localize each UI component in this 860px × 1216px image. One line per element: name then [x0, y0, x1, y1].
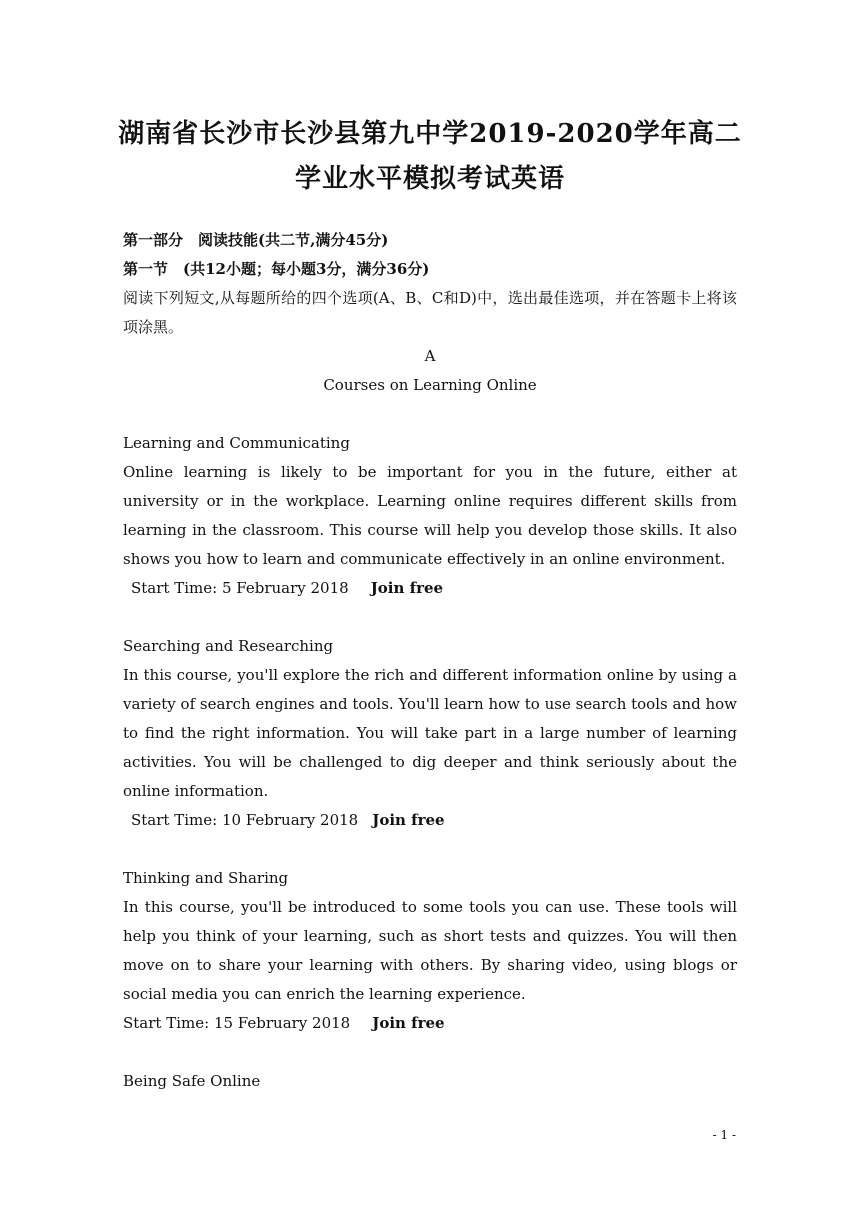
exam-title-line2: 学业水平模拟考试英语: [294, 164, 565, 194]
course-start-time: Start Time: 5 February 2018: [131, 579, 349, 597]
page-number: - 1 -: [712, 1128, 736, 1142]
course-block: [123, 632, 737, 835]
spacer: [123, 603, 737, 632]
section-heading: 第一节 (共12小题；每小题3分，满分36分): [123, 260, 430, 278]
document-body: [123, 226, 737, 1096]
passage-letter: A: [424, 347, 436, 365]
course-block: [123, 864, 737, 1038]
course-description: In this course, you'll be introduced to some tools you can use. These tools will help you think of your learning, such as short tests and quizzes. You will then move on to share your learning with others. By sharing video, using blogs or social media you can enrich the learning experience.: [123, 898, 737, 1003]
passage-title: Courses on Learning Online: [323, 376, 537, 394]
course-start-row: [123, 806, 737, 835]
course-name: Searching and Researching: [123, 637, 334, 655]
join-free-link[interactable]: Join free: [370, 579, 444, 597]
course-start-time: Start Time: 15 February 2018: [123, 1014, 351, 1032]
course-description: In this course, you'll explore the rich and different information online by using a variety of search engines and tools. You'll learn how to use search tools and how to find the right information. You will take part in a large number of learning activities. You will be challenged to dig deeper and think seriously about the online information.: [123, 666, 737, 800]
course-start-row: [123, 1009, 737, 1038]
spacer: [123, 1038, 737, 1067]
course-start-time: Start Time: 10 February 2018: [131, 811, 359, 829]
spacer: [123, 835, 737, 864]
course-block: [123, 429, 737, 603]
instructions: 阅读下列短文,从每题所给的四个选项(A、B、C和D)中，选出最佳选项，并在答题卡上将该项涂黑。: [123, 289, 737, 336]
course-name: Being Safe Online: [123, 1072, 261, 1090]
course-name: Learning and Communicating: [123, 434, 350, 452]
course-start-row: [123, 574, 737, 603]
join-free-link[interactable]: Join free: [372, 1014, 445, 1032]
spacer: [123, 400, 737, 429]
course-description: Online learning is likely to be important for you in the future, either at university or in the workplace. Learning online requires different skills from learning in the classroom. This course will help you develop those skills. It also shows you how to learn and communicate effectively in an online environment.: [123, 463, 737, 568]
exam-title-line1: 湖南省长沙市长沙县第九中学2019-2020学年高二: [118, 119, 742, 149]
part-heading: 第一部分 阅读技能(共二节,满分45分): [123, 231, 389, 249]
join-free-link[interactable]: Join free: [372, 811, 445, 829]
course-name: Thinking and Sharing: [123, 869, 289, 887]
